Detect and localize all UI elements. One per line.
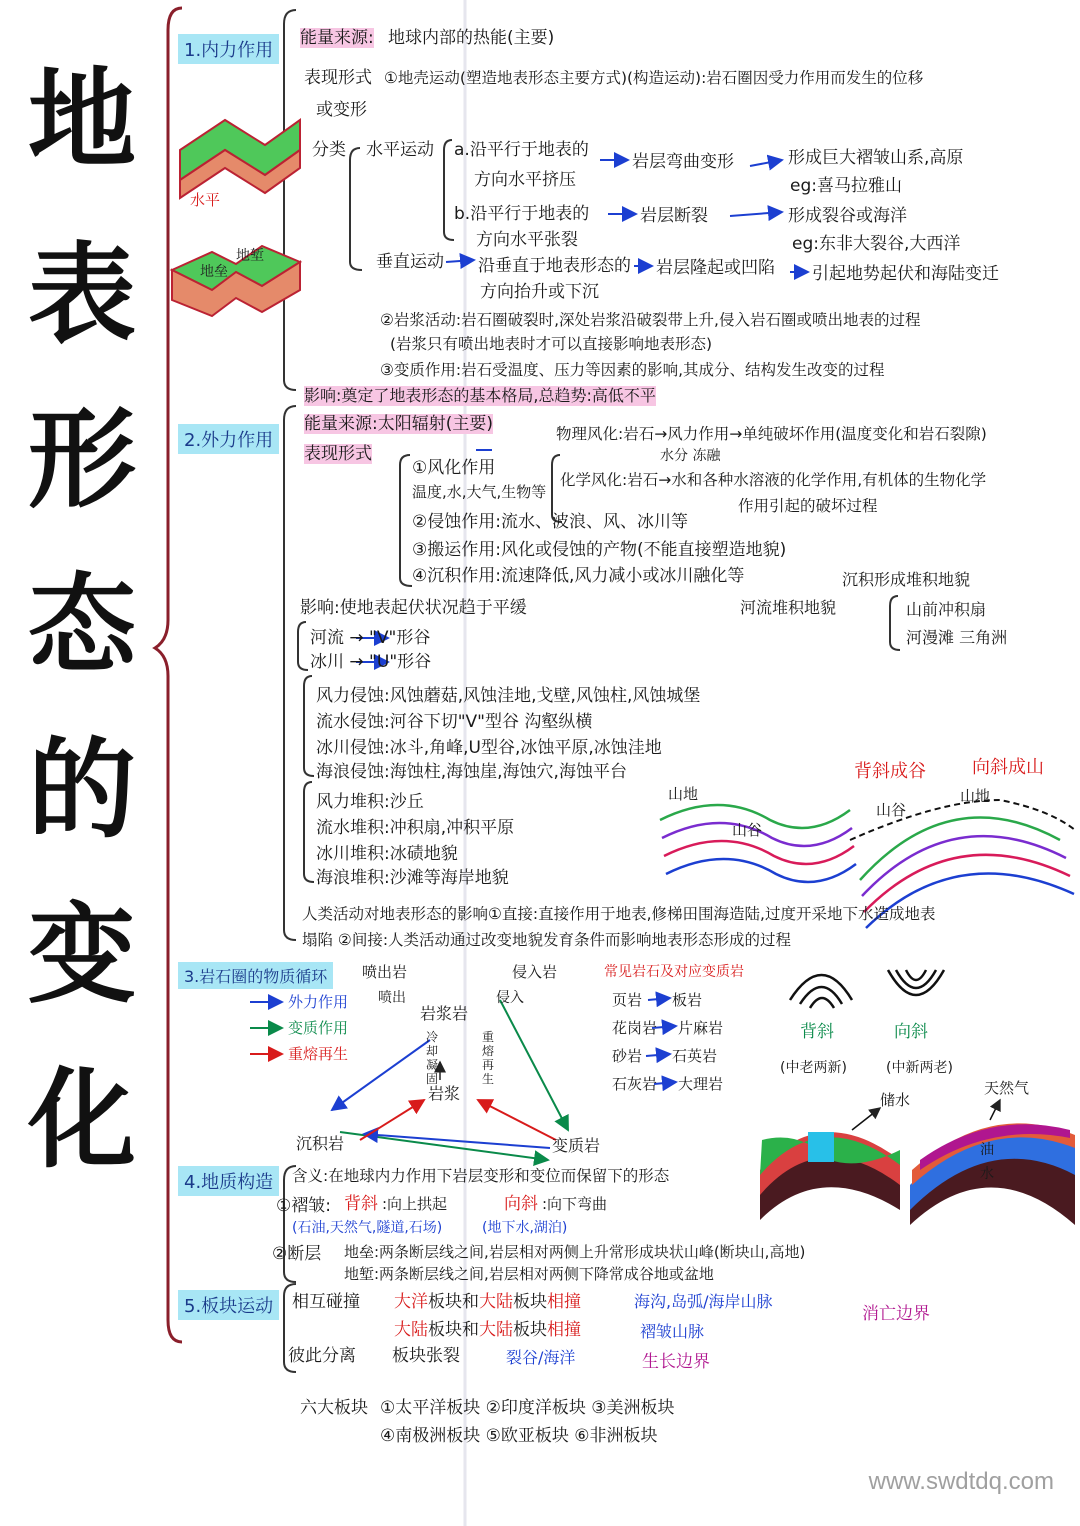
plates-row2: ④南极洲板块 ⑤欧亚板块 ⑥非洲板块 [380,1426,658,1446]
hb-line1: b.沿平行于地表的 [454,204,590,224]
external-impact: 影响:使地表起伏状况趋于平缓 [300,598,527,618]
form-label: 表现形式 [304,68,372,88]
graben-desc: 地堑:两条断层线之间,岩层相对两侧下降常成谷地或盆地 [344,1265,714,1283]
section-title-plate-motion: 5.板块运动 [178,1290,279,1320]
metamorphism: ③变质作用:岩石受温度、压力等因素的影响,其成分、结构发生改变的过程 [380,361,885,379]
structure-definition: 含义:在地球内力作用下岩层变形和变位而保留下的形态 [292,1167,670,1185]
water-deposition: 流水堆积:冲积扇,冲积平原 [316,818,515,838]
block-label: 地垒 [200,264,228,280]
water-storage: 储水 [880,1091,911,1109]
ocean-plate: 大洋 [394,1292,428,1312]
v-form: 引起地势起伏和海陆变迁 [812,264,999,284]
hb-form: 形成裂谷或海洋 [788,206,907,226]
remelt-label: 重熔再生 [482,1030,495,1086]
chemical-weathering: 化学风化:岩石→水和各种水溶液的化学作用,有机体的生物化学 [560,471,987,489]
collision-row1 [394,1292,581,1312]
common-rocks-title: 常见岩石及对应变质岩 [604,964,744,980]
syncline-label: 向斜 [894,1022,928,1042]
chemical-weathering-cont: 作用引起的破坏过程 [738,497,878,515]
section-title-internal: 1.内力作用 [178,34,279,64]
wind-erosion: 风力侵蚀:风蚀蘑菇,风蚀洼地,戈壁,风蚀柱,风蚀城堡 [316,686,701,706]
ha-result: 岩层弯曲变形 [632,152,734,172]
collision-row2-result: 褶皱山脉 [640,1322,705,1341]
external-energy: 能量来源:太阳辐射(主要) [304,414,493,434]
horst-desc: 地垒:两条断层线之间,岩层相对两侧上升常形成块状山峰(断块山,高地) [344,1243,806,1261]
human-impact: 人类活动对地表形态的影响①直接:直接作用于地表,修梯田围海造陆,过度开采地下水造成地表 [302,905,936,923]
water-erosion: 流水侵蚀:河谷下切"V"型谷 沟壑纵横 [316,712,593,732]
crust-movement-cont: 或变形 [316,100,367,120]
sketch-label: 山谷 [732,821,763,839]
rock-pair: 大理岩 [678,1075,724,1093]
block-label: 地堑 [236,248,264,264]
constructive-boundary: 生长边界 [642,1352,710,1372]
sketch-label: 山地 [668,785,699,803]
title-char: 变 [28,892,137,1018]
plate-rift: 板块张裂 [392,1346,460,1366]
river-v-valley: 河流 → "V"形谷 [310,628,431,648]
continent-plate: 大陆 [479,1292,513,1312]
rock-pair: 板岩 [672,991,703,1009]
title-char: 态 [28,562,137,688]
six-plates-label: 六大板块 [300,1398,368,1418]
physical-weathering: 物理风化:岩石→风力作用→单纯破坏作用(温度变化和岩石裂隙) [556,425,987,443]
ha-line2: 方向水平挤压 [474,170,576,190]
energy-text: 地球内部的热能(主要) [388,28,555,48]
separation-label: 彼此分离 [288,1346,356,1366]
weathering-factors: 温度,水,大气,生物等 [412,483,547,501]
cooling-label: 冷却凝固 [426,1030,439,1086]
hb-result: 岩层断裂 [640,206,708,226]
intrusive-rock: 侵入岩 [512,963,558,981]
river-deposit-landform: 河流堆积地貌 [740,598,837,617]
glacier-u-valley: 冰川 → "U"形谷 [310,652,432,672]
title-char: 表 [28,232,137,358]
block-label: 水平 [190,191,221,209]
v-line1: 沿垂直于地表形态的 [478,256,631,276]
alluvial-fan: 山前冲积扇 [906,600,987,619]
syncline-desc: :向下弯曲 [542,1195,608,1213]
section-title-external: 2.外力作用 [178,424,279,454]
plate-word: 板块 [513,1320,547,1340]
title-char: 形 [28,397,137,523]
title-char: 的 [28,727,137,853]
legend-metamorphism: 变质作用 [288,1019,349,1037]
wave-erosion: 海浪侵蚀:海蚀柱,海蚀崖,海蚀穴,海蚀平台 [316,762,627,782]
external-form: 表现形式 [304,444,372,464]
magma-note: (岩浆只有喷出地表时才可以直接影响地表形态) [390,335,713,353]
plate-and: 板块和 [428,1292,479,1312]
destructive-boundary: 消亡边界 [862,1304,930,1324]
igneous-rock: 岩浆岩 [420,1004,469,1023]
internal-impact: 影响:奠定了地表形态的基本格局,总趋势:高低不平 [304,386,656,405]
anticline-desc: :向上拱起 [382,1195,448,1213]
rock-pair: 片麻岩 [678,1019,724,1037]
continent-plate: 大陆 [479,1320,513,1340]
collision-row2 [394,1320,581,1340]
syncline-term: 向斜 [504,1194,538,1214]
syncline-resources: (地下水,湖泊) [482,1220,568,1236]
fold-label-syncline-mountain: 向斜成山 [972,757,1044,778]
anticline-resources: (石油,天然气,隧道,石场) [292,1220,443,1236]
ha-line1: a.沿平行于地表的 [454,140,589,160]
extrusive-rock: 喷出岩 [362,963,408,981]
sketch-label: 山谷 [876,801,907,819]
metamorphic-rock: 变质岩 [552,1136,601,1155]
eruption-label: 喷出 [378,990,406,1006]
human-impact-cont: 塌陷 ②间接:人类活动通过改变地貌发育条件而影响地表形态形成的过程 [302,931,792,949]
classify-label: 分类 [312,140,346,160]
natural-gas: 天然气 [984,1079,1030,1097]
wave-deposition: 海浪堆积:沙滩等海岸地貌 [316,868,509,888]
rock-pair: 石英岩 [672,1047,718,1065]
anticline-note: (中老两新) [780,1060,847,1076]
collide-word: 相撞 [547,1292,581,1312]
collide-word: 相撞 [547,1320,581,1340]
fold-label-anticline-valley: 背斜成谷 [854,761,926,782]
fault-label: ②断层 [272,1244,322,1264]
floodplain-delta: 河漫滩 三角洲 [906,628,1008,647]
energy-label: 能量来源: [300,28,374,48]
rock-pair: 页岩 [612,991,643,1009]
crust-movement: ①地壳运动(塑造地表形态主要方式)(构造运动):岩石圈因受力作用而发生的位移 [384,69,924,87]
section-title-geo-structure: 4.地质构造 [178,1166,279,1196]
syncline-note: (中新两老) [886,1060,953,1076]
collision-label: 相互碰撞 [292,1292,360,1312]
deposition-result: 沉积形成堆积地貌 [842,570,971,589]
rock-pair: 石灰岩 [612,1075,658,1093]
hb-example: eg:东非大裂谷,大西洋 [792,234,961,254]
hb-line2: 方向水平张裂 [476,230,578,250]
sketch-label: 山地 [960,787,991,805]
deposition: ④沉积作用:流速降低,风力减小或冰川融化等 [412,566,745,586]
fold-label: ①褶皱: [276,1196,331,1216]
legend-external: 外力作用 [288,993,349,1011]
glacier-deposition: 冰川堆积:冰碛地貌 [316,844,458,864]
anticline-label: 背斜 [800,1022,834,1042]
collision-row1-result: 海沟,岛弧/海岸山脉 [634,1292,773,1311]
vertical-label: 垂直运动 [376,252,444,272]
water-label: 水 [980,1166,994,1182]
watermark: www.swdtdq.com [868,1468,1054,1495]
plates-row1: ①太平洋板块 ②印度洋板块 ③美洲板块 [380,1398,675,1418]
intrusion-label: 侵入 [496,990,524,1006]
physical-factors: 水分 冻融 [660,448,721,464]
magma-activity: ②岩浆活动:岩石圈破裂时,深处岩浆沿破裂带上升,侵入岩石圈或喷出地表的过程 [380,311,921,329]
v-line2: 方向抬升或下沉 [480,282,599,302]
ha-form: 形成巨大褶皱山系,高原 [788,148,964,168]
erosion: ②侵蚀作用:流水、波浪、风、冰川等 [412,512,688,532]
v-result: 岩层隆起或凹陷 [656,258,775,278]
rock-pair: 砂岩 [612,1047,643,1065]
title-char: 化 [28,1057,137,1183]
oil-label: 油 [980,1142,994,1158]
glacier-erosion: 冰川侵蚀:冰斗,角峰,U型谷,冰蚀平原,冰蚀洼地 [316,738,662,758]
transport: ③搬运作用:风化或侵蚀的产物(不能直接塑造地貌) [412,540,787,560]
section-title-rock-cycle: 3.岩石圈的物质循环 [178,962,333,989]
plate-word: 板块 [513,1292,547,1312]
sedimentary-rock: 沉积岩 [296,1134,345,1153]
horizontal-label: 水平运动 [366,140,434,160]
rock-pair: 花岗岩 [612,1019,658,1037]
plate-and: 板块和 [428,1320,479,1340]
ha-example: eg:喜马拉雅山 [790,176,902,196]
title-char: 地 [28,57,137,183]
rift-result: 裂谷/海洋 [506,1348,576,1367]
wind-deposition: 风力堆积:沙丘 [316,792,424,812]
magma-node: 岩浆 [428,1084,461,1103]
weathering: ①风化作用 [412,458,496,478]
anticline-term: 背斜 [344,1194,378,1214]
continent-plate: 大陆 [394,1320,428,1340]
legend-remelt: 重熔再生 [288,1045,349,1063]
